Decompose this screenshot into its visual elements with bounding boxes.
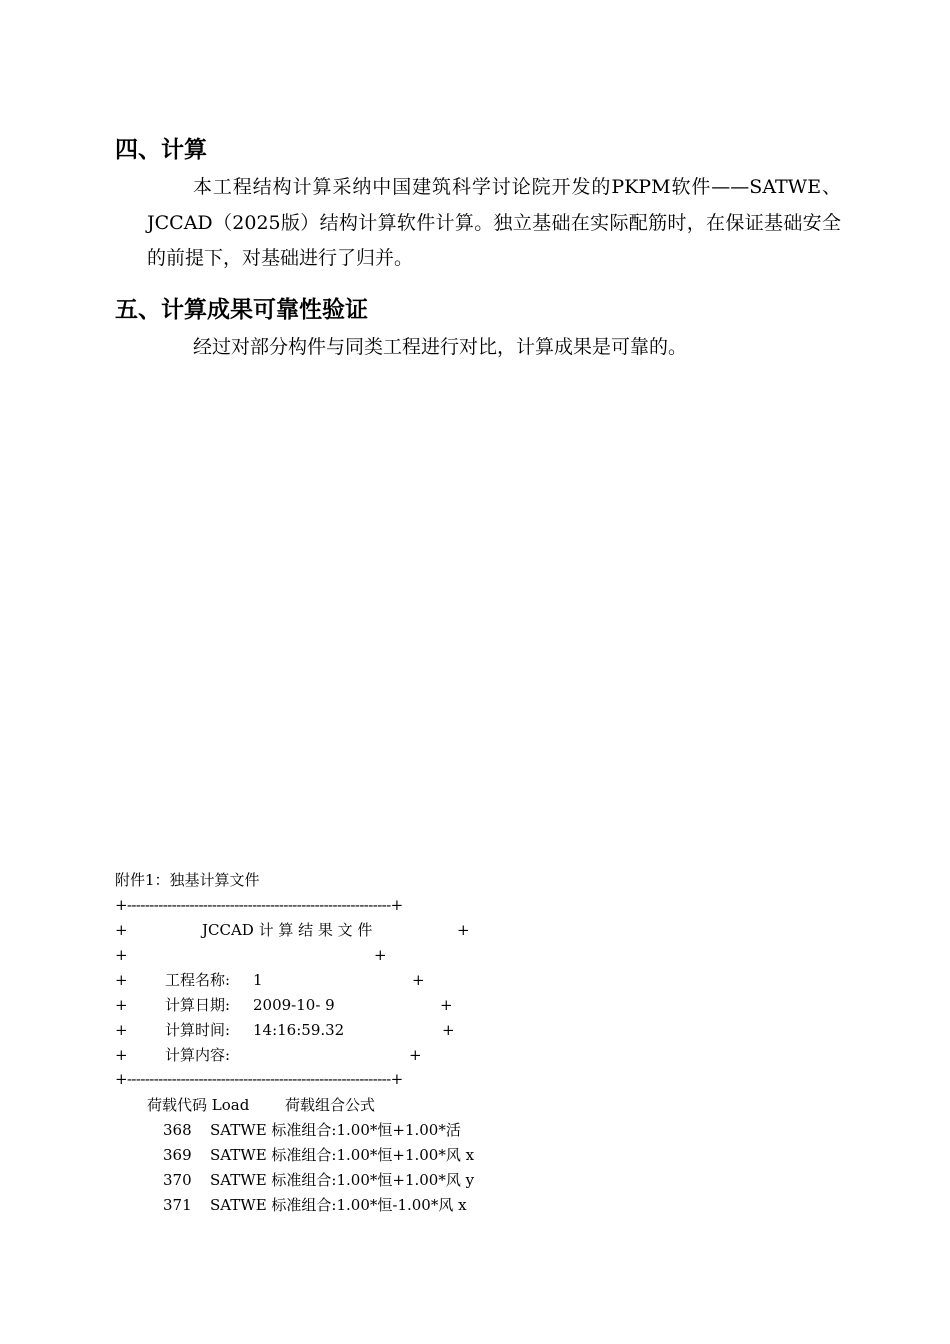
info-key: 计算日期: [165,996,231,1014]
load-formula: SATWE 标准组合:1.00*恒+1.00*风 y [210,1171,475,1189]
load-formula: SATWE 标准组合:1.00*恒-1.00*风 x [210,1196,467,1214]
box-border-top: +-----------------------------------------------------------+ [115,896,403,914]
info-value: 14:16:59.32 [253,1021,345,1039]
box-plus-right: + [457,921,470,939]
section-4-heading: 四、计算 [115,137,207,163]
info-key: 计算时间: [165,1021,231,1039]
box-plus-left: + [115,996,128,1014]
section-5-heading: 五、计算成果可靠性验证 [115,297,368,323]
load-formula: SATWE 标准组合:1.00*恒+1.00*风 x [210,1146,475,1164]
box-plus-left: + [115,1046,128,1064]
box-plus-left: + [115,1021,128,1039]
load-formula-header: 荷载组合公式 [285,1096,376,1114]
load-code: 370 [163,1171,192,1189]
load-code-header: 荷载代码 Load [147,1096,250,1114]
box-plus-left: + [115,971,128,989]
box-title: JCCAD 计 算 结 果 文 件 [202,921,373,939]
info-key: 计算内容: [165,1046,231,1064]
load-formula: SATWE 标准组合:1.00*恒+1.00*活 [210,1121,461,1139]
box-plus-right: + [440,996,453,1014]
box-plus-right: + [409,1046,422,1064]
box-plus-left: + [115,946,128,964]
info-value: 1 [253,971,263,989]
box-plus-right: + [442,1021,455,1039]
box-border-bottom: +-----------------------------------------------------------+ [115,1070,403,1088]
load-code: 371 [163,1196,192,1214]
section-4-paragraph: 本工程结构计算采纳中国建筑科学讨论院开发的PKPM软件——SATWE、JCCAD（2025版）结构计算软件计算。独立基础在实际配筋时，在保证基础安全的前提下，对基础进行了归并。 [147,176,841,269]
info-value: 2009-10- 9 [253,996,335,1014]
appendix-label: 附件1：独基计算文件 [115,871,260,889]
box-plus-right: + [412,971,425,989]
load-code: 369 [163,1146,192,1164]
section-5-paragraph: 经过对部分构件与同类工程进行对比，计算成果是可靠的。 [193,336,688,358]
load-code: 368 [163,1121,192,1139]
box-plus-left: + [115,921,128,939]
info-key: 工程名称: [165,971,231,989]
box-plus-right: + [374,946,387,964]
